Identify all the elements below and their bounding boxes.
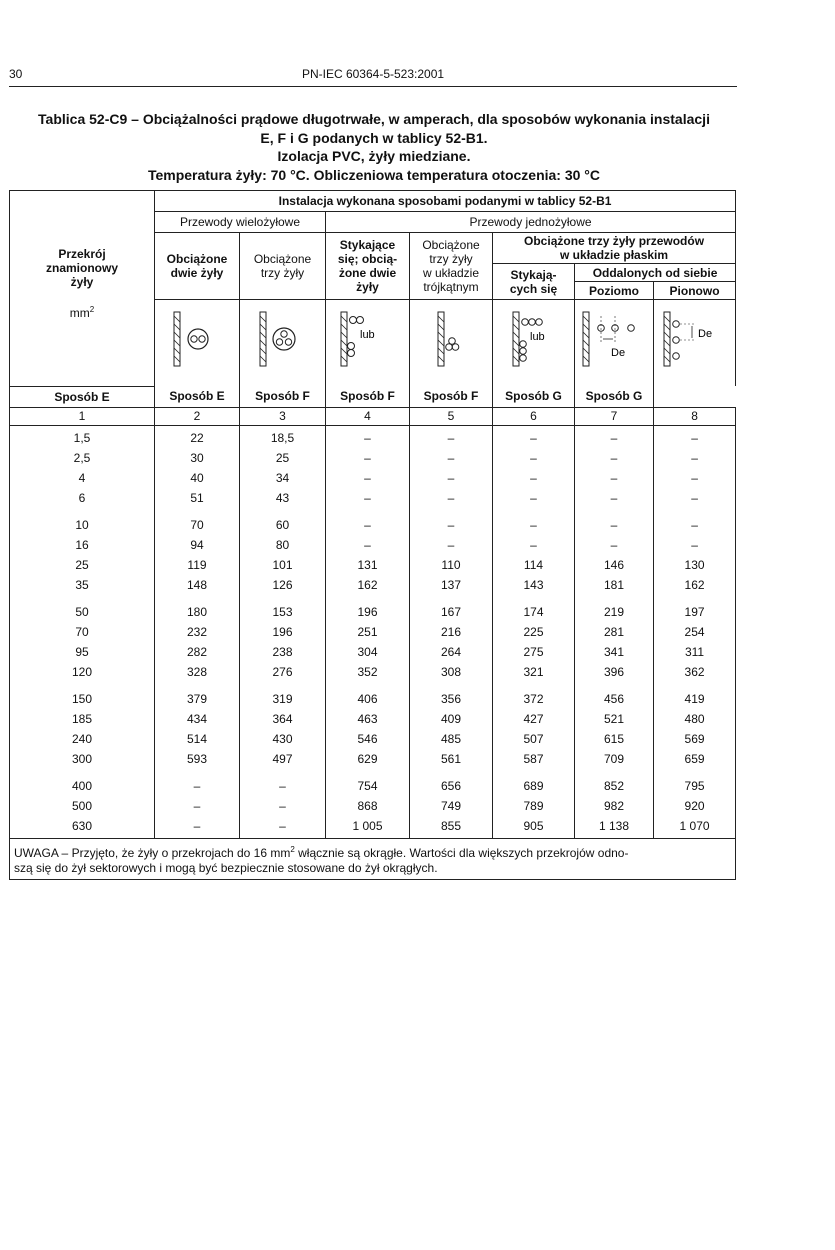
ampacity-cell: 137 <box>410 575 493 595</box>
table-row <box>10 448 736 468</box>
colnum-8: 8 <box>654 407 736 425</box>
ampacity-cell: 434 <box>155 709 240 729</box>
ampacity-cell: 143 <box>493 575 575 595</box>
title-line-4: Temperatura żyły: 70 °C. Obliczeniowa temperatura otoczenia: 30 °C <box>147 166 601 183</box>
ampacity-cell: 70 <box>155 508 240 535</box>
ampacity-cell: 546 <box>326 729 410 749</box>
cross-section-cell: 1,5 <box>10 425 155 448</box>
ampacity-cell: – <box>155 816 240 839</box>
cable-three-cores-icon <box>248 300 318 386</box>
ampacity-cell: 615 <box>575 729 654 749</box>
ampacity-cell: 40 <box>155 468 240 488</box>
ampacity-cell: 251 <box>326 622 410 642</box>
horizontal-spaced-cables-icon <box>575 300 653 386</box>
data-body <box>10 425 736 838</box>
ampacity-cell: – <box>326 488 410 508</box>
ampacity-cell: – <box>326 425 410 448</box>
header-col3: Obciążone trzy żyły <box>240 233 326 300</box>
table-row <box>10 769 736 796</box>
ampacity-cell: 561 <box>410 749 493 769</box>
ampacity-cell: 485 <box>410 729 493 749</box>
cross-section-cell: 300 <box>10 749 155 769</box>
ampacity-cell: – <box>410 425 493 448</box>
ampacity-cell: 34 <box>240 468 326 488</box>
ampacity-cell: 569 <box>654 729 736 749</box>
ampacity-cell: 181 <box>575 575 654 595</box>
ampacity-cell: 225 <box>493 622 575 642</box>
ampacity-cell: – <box>493 508 575 535</box>
ampacity-cell: 162 <box>326 575 410 595</box>
cross-section-cell: 6 <box>10 488 155 508</box>
ampacity-cell: – <box>493 488 575 508</box>
table-row <box>10 709 736 729</box>
table-row <box>10 749 736 769</box>
ampacity-cell: 174 <box>493 595 575 622</box>
ampacity-cell: 789 <box>493 796 575 816</box>
two-single-cables-icon <box>333 300 403 386</box>
table-row <box>10 508 736 535</box>
ampacity-cell: – <box>493 425 575 448</box>
ampacity-cell: 162 <box>654 575 736 595</box>
ampacity-cell: – <box>654 448 736 468</box>
diagram-col7 <box>575 300 654 387</box>
ampacity-cell: – <box>654 535 736 555</box>
ampacity-cell: 197 <box>654 595 736 622</box>
ampacity-cell: 311 <box>654 642 736 662</box>
method-col2: Sposób E <box>10 386 155 407</box>
unit-label: $mm^2$ <box>69 305 95 320</box>
header-col6: Stykają- cych się <box>493 264 575 300</box>
table-row <box>10 535 736 555</box>
diagram-col3 <box>240 300 326 387</box>
ampacity-cell: 180 <box>155 595 240 622</box>
header-multicore: Przewody wielożyłowe <box>155 212 326 233</box>
diagram-col5 <box>410 300 493 387</box>
note: UWAGA – Przyjęto, że żyły o przekrojach do 16 $mm^2$ włącznie są okrągłe. Wartości dla większych przekrojów odno- szą się do żył sektorowych i mogą być bezpiecznie stosowane do żył okrągłych. <box>10 838 736 879</box>
table-row <box>10 575 736 595</box>
header-installation-methods: Instalacja wykonana sposobami podanymi w tablicy 52-B1 <box>155 191 736 212</box>
title-line-2: E, F i G podanych w tablicy 52-B1. <box>260 129 488 146</box>
ampacity-cell: – <box>410 468 493 488</box>
ampacity-cell: 497 <box>240 749 326 769</box>
header-vertical: Pionowo <box>654 282 736 300</box>
ampacity-cell: 25 <box>240 448 326 468</box>
header-flat-arrangement: Obciążone trzy żyły przewodów w układzie płaskim <box>493 233 736 264</box>
ampacity-cell: – <box>493 448 575 468</box>
colnum-5: 5 <box>410 407 493 425</box>
de-label: De <box>611 347 626 359</box>
cross-section-cell: 150 <box>10 682 155 709</box>
ampacity-cell: – <box>654 508 736 535</box>
table-row <box>10 682 736 709</box>
diagram-col6 <box>493 300 575 387</box>
ampacity-cell: 419 <box>654 682 736 709</box>
method-col8: Sposób G <box>575 386 654 407</box>
ampacity-cell: 868 <box>326 796 410 816</box>
ampacity-cell: 689 <box>493 769 575 796</box>
header-spaced: Oddalonych od siebie <box>575 264 736 282</box>
table-row <box>10 796 736 816</box>
ampacity-cell: 905 <box>493 816 575 839</box>
ampacity-cell: 920 <box>654 796 736 816</box>
ampacity-cell: – <box>155 769 240 796</box>
ampacity-cell: 409 <box>410 709 493 729</box>
ampacity-cell: 148 <box>155 575 240 595</box>
ampacity-cell: 232 <box>155 622 240 642</box>
ampacity-cell: 659 <box>654 749 736 769</box>
colnum-6: 6 <box>493 407 575 425</box>
cross-section-cell: 10 <box>10 508 155 535</box>
table-row <box>10 555 736 575</box>
flat-touching-cables-icon <box>499 300 569 386</box>
ampacity-cell: 456 <box>575 682 654 709</box>
ampacity-cell: 319 <box>240 682 326 709</box>
column-header-cross-section <box>10 191 155 387</box>
ampacity-cell: – <box>575 468 654 488</box>
ampacity-cell: 396 <box>575 662 654 682</box>
ampacity-cell: – <box>155 796 240 816</box>
ampacity-cell: 855 <box>410 816 493 839</box>
ampacity-cell: 51 <box>155 488 240 508</box>
table-row <box>10 662 736 682</box>
method-col4: Sposób F <box>240 386 326 407</box>
ampacity-cell: – <box>240 796 326 816</box>
header-col5: Obciążone trzy żyły w układzie trójkątnym <box>410 233 493 300</box>
ampacity-cell: 379 <box>155 682 240 709</box>
ampacity-cell: 275 <box>493 642 575 662</box>
cross-section-cell: 400 <box>10 769 155 796</box>
ampacity-cell: 126 <box>240 575 326 595</box>
ampacity-cell: 60 <box>240 508 326 535</box>
ampacity-cell: 101 <box>240 555 326 575</box>
ampacity-cell: 196 <box>326 595 410 622</box>
ampacity-cell: 282 <box>155 642 240 662</box>
cross-section-cell: 70 <box>10 622 155 642</box>
trefoil-cables-icon <box>416 300 486 386</box>
diagram-col4 <box>326 300 410 387</box>
ampacity-cell: – <box>654 468 736 488</box>
ampacity-cell: 480 <box>654 709 736 729</box>
method-col3: Sposób E <box>155 386 240 407</box>
ampacity-cell: 328 <box>155 662 240 682</box>
ampacity-cell: 276 <box>240 662 326 682</box>
ampacity-cell: – <box>575 488 654 508</box>
ampacity-cell: 754 <box>326 769 410 796</box>
ampacity-cell: – <box>575 425 654 448</box>
page-number: 30 <box>9 67 23 81</box>
header-single-core: Przewody jednożyłowe <box>326 212 736 233</box>
ampacity-cell: – <box>575 448 654 468</box>
ampacity-cell: 1 005 <box>326 816 410 839</box>
ampacity-cell: 219 <box>575 595 654 622</box>
ampacity-cell: – <box>410 488 493 508</box>
ampacity-cell: 130 <box>654 555 736 575</box>
ampacity-cell: 114 <box>493 555 575 575</box>
cross-section-cell: 95 <box>10 642 155 662</box>
ampacity-cell: 30 <box>155 448 240 468</box>
ampacity-cell: – <box>575 535 654 555</box>
ampacity-cell: 1 138 <box>575 816 654 839</box>
ampacity-cell: – <box>240 816 326 839</box>
ampacity-cell: 264 <box>410 642 493 662</box>
col1-line3: żyły <box>70 275 94 289</box>
table-row <box>10 622 736 642</box>
ampacity-cell: 304 <box>326 642 410 662</box>
ampacity-cell: 308 <box>410 662 493 682</box>
colnum-7: 7 <box>575 407 654 425</box>
table-title <box>8 110 740 184</box>
ampacity-cell: 18,5 <box>240 425 326 448</box>
ampacity-cell: 196 <box>240 622 326 642</box>
ampacity-cell: 22 <box>155 425 240 448</box>
diagram-col8 <box>654 300 736 387</box>
ampacity-cell: 238 <box>240 642 326 662</box>
ampacity-cell: 587 <box>493 749 575 769</box>
ampacity-cell: 254 <box>654 622 736 642</box>
ampacity-cell: 341 <box>575 642 654 662</box>
ampacity-cell: 463 <box>326 709 410 729</box>
ampacity-cell: 507 <box>493 729 575 749</box>
ampacity-cell: 167 <box>410 595 493 622</box>
cross-section-cell: 185 <box>10 709 155 729</box>
cross-section-cell: 120 <box>10 662 155 682</box>
lub-label: lub <box>359 329 375 341</box>
title-line-3: Izolacja PVC, żyły miedziane. <box>277 148 471 164</box>
ampacity-cell: – <box>326 508 410 535</box>
ampacity-cell: 352 <box>326 662 410 682</box>
ampacity-cell: 356 <box>410 682 493 709</box>
page-header <box>9 62 737 87</box>
cross-section-cell: 240 <box>10 729 155 749</box>
title-line-1: Tablica 52-C9 – Obciążalności prądowe długotrwałe, w amperach, dla sposobów wykonania instalacji <box>38 111 710 127</box>
colnum-2: 2 <box>155 407 240 425</box>
ampacity-cell: 629 <box>326 749 410 769</box>
ampacity-cell: – <box>493 535 575 555</box>
ampacity-cell: 321 <box>493 662 575 682</box>
ampacity-cell: 593 <box>155 749 240 769</box>
ampacity-cell: 362 <box>654 662 736 682</box>
ampacity-cell: 427 <box>493 709 575 729</box>
ampacity-cell: 656 <box>410 769 493 796</box>
cross-section-cell: 50 <box>10 595 155 622</box>
table-row <box>10 468 736 488</box>
ampacity-cell: 709 <box>575 749 654 769</box>
colnum-4: 4 <box>326 407 410 425</box>
ampacity-cell: – <box>326 448 410 468</box>
ampacity-cell: 406 <box>326 682 410 709</box>
table-row <box>10 729 736 749</box>
col1-line2: znamionowy <box>45 261 118 275</box>
ampacity-cell: 281 <box>575 622 654 642</box>
ampacity-cell: 119 <box>155 555 240 575</box>
ampacity-cell: 94 <box>155 535 240 555</box>
cross-section-cell: 25 <box>10 555 155 575</box>
cross-section-cell: 500 <box>10 796 155 816</box>
ampacity-cell: – <box>410 448 493 468</box>
table-row <box>10 488 736 508</box>
table-row <box>10 816 736 839</box>
header-col4: Stykające się; obcią- żone dwie żyły <box>326 233 410 300</box>
ampacity-cell: 514 <box>155 729 240 749</box>
ampacity-table-wrapper <box>9 190 735 880</box>
ampacity-cell: 852 <box>575 769 654 796</box>
ampacity-cell: 521 <box>575 709 654 729</box>
ampacity-cell: – <box>240 769 326 796</box>
ampacity-cell: – <box>410 508 493 535</box>
ampacity-cell: 795 <box>654 769 736 796</box>
ampacity-cell: 430 <box>240 729 326 749</box>
diagram-col2 <box>155 300 240 387</box>
ampacity-cell: – <box>326 535 410 555</box>
cross-section-cell: 2,5 <box>10 448 155 468</box>
ampacity-cell: 982 <box>575 796 654 816</box>
ampacity-cell: 131 <box>326 555 410 575</box>
cross-section-cell: 35 <box>10 575 155 595</box>
header-horizontal: Poziomo <box>575 282 654 300</box>
column-numbers-row <box>10 407 736 425</box>
ampacity-cell: 80 <box>240 535 326 555</box>
method-col6: Sposób F <box>410 386 493 407</box>
col1-line1: Przekrój <box>58 247 106 261</box>
cross-section-cell: 630 <box>10 816 155 839</box>
de-label-2: De <box>697 328 712 340</box>
ampacity-cell: – <box>654 425 736 448</box>
cross-section-cell: 4 <box>10 468 155 488</box>
header-col2: Obciążone dwie żyły <box>155 233 240 300</box>
cable-two-cores-icon <box>162 300 232 386</box>
ampacity-cell: – <box>410 535 493 555</box>
ampacity-cell: – <box>326 468 410 488</box>
ampacity-cell: 364 <box>240 709 326 729</box>
method-col5: Sposób F <box>326 386 410 407</box>
method-col7: Sposób G <box>493 386 575 407</box>
ampacity-cell: 372 <box>493 682 575 709</box>
ampacity-cell: – <box>575 508 654 535</box>
ampacity-cell: 153 <box>240 595 326 622</box>
table-row <box>10 425 736 448</box>
ampacity-cell: – <box>493 468 575 488</box>
ampacity-cell: 749 <box>410 796 493 816</box>
ampacity-cell: – <box>654 488 736 508</box>
ampacity-table <box>9 190 736 880</box>
methods-row <box>10 386 736 407</box>
ampacity-cell: 43 <box>240 488 326 508</box>
lub-label-2: lub <box>529 331 545 343</box>
colnum-3: 3 <box>240 407 326 425</box>
ampacity-cell: 110 <box>410 555 493 575</box>
ampacity-cell: 216 <box>410 622 493 642</box>
standard-id: PN-IEC 60364-5-523:2001 <box>301 67 445 81</box>
vertical-spaced-cables-icon <box>656 300 734 386</box>
table-row <box>10 642 736 662</box>
ampacity-cell: 146 <box>575 555 654 575</box>
ampacity-cell: 1 070 <box>654 816 736 839</box>
table-row <box>10 595 736 622</box>
cross-section-cell: 16 <box>10 535 155 555</box>
note-row <box>10 838 736 879</box>
colnum-1: 1 <box>10 407 155 425</box>
